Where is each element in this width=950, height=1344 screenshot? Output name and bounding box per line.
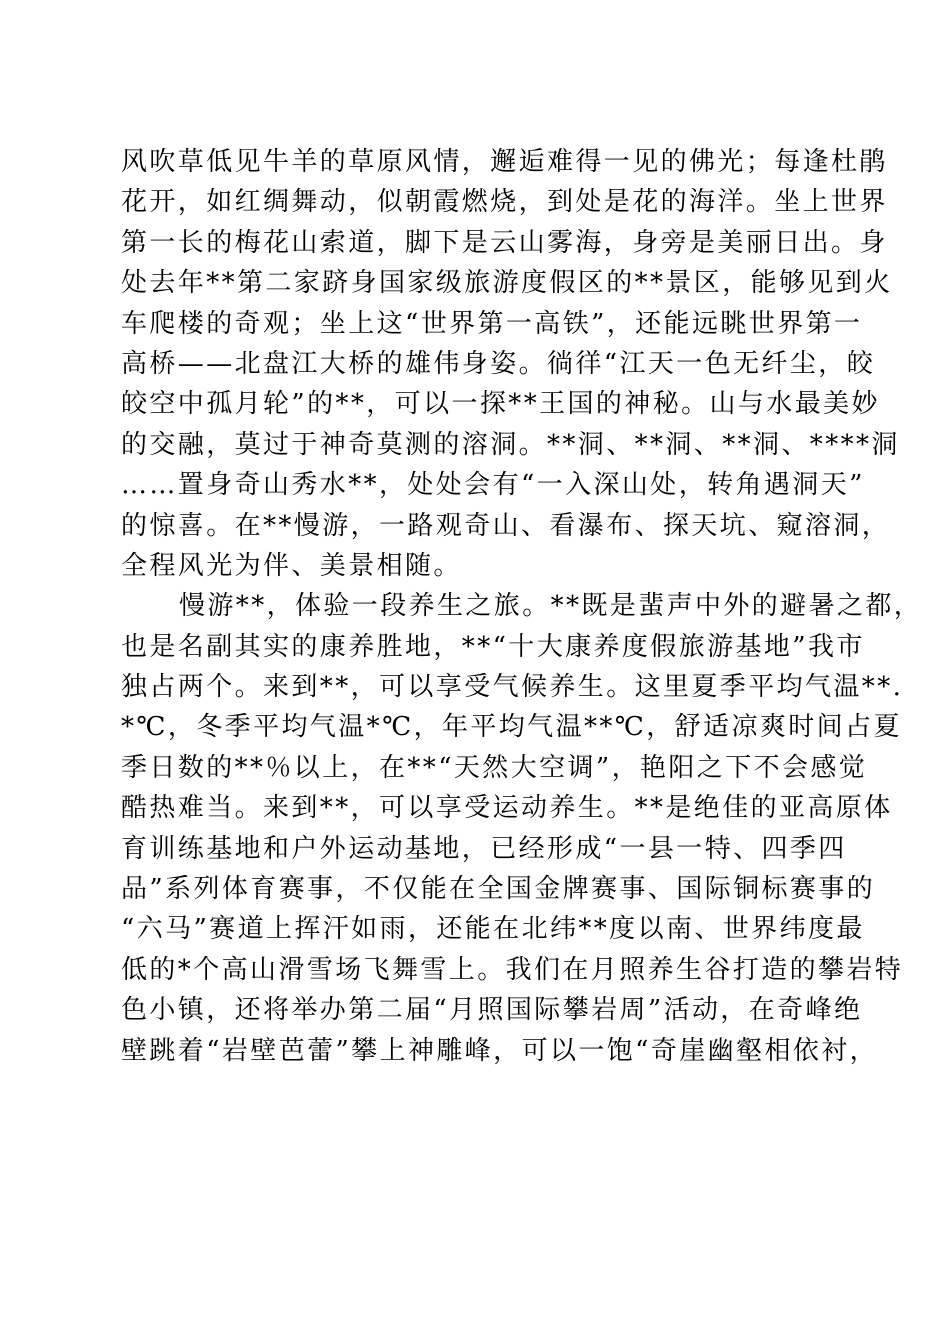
paragraph-scenery: [121, 142, 900, 586]
text-line: 第一长的梅花山索道，脚下是云山雾海，身旁是美丽日出。身: [121, 227, 888, 258]
text-line: *℃，冬季平均气温*℃，年平均气温**℃，舒适凉爽时间占夏: [121, 712, 902, 743]
text-line: 色小镇，还将举办第二届“月照国际攀岩周”活动，在奇峰绝: [121, 995, 863, 1026]
text-line: ……置身奇山秀水**，处处会有“一入深山处，转角遇洞天”: [121, 470, 865, 501]
text-line: 酷热难当。来到**，可以享受运动养生。**是绝佳的亚高原体: [121, 793, 893, 824]
text-line: 品”系列体育赛事，不仅能在全国金牌赛事、国际铜标赛事的: [121, 874, 876, 905]
text-line: 车爬楼的奇观；坐上这“世界第一高铁”，还能远眺世界第一: [121, 308, 863, 339]
text-line: 慢游**，体验一段养生之旅。**既是蜚声中外的避暑之都，: [179, 591, 923, 622]
text-line: 的交融，莫过于神奇莫测的溶洞。**洞、**洞、**洞、****洞: [121, 429, 900, 460]
text-line: 也是名副其实的康养胜地，**“十大康养度假旅游基地”我市: [121, 631, 865, 662]
text-line: 全程风光为伴、美景相随。: [121, 550, 462, 581]
text-line: 季日数的**％以上，在**“天然大空调”，艳阳之下不会感觉: [121, 752, 868, 783]
paragraph-wellness: [121, 586, 923, 1071]
text-line: 低的*个高山滑雪场飞舞雪上。我们在月照养生谷打造的攀岩特: [121, 954, 904, 985]
text-line: 独占两个。来到**，可以享受气候养生。这里夏季平均气温**.: [121, 672, 904, 703]
text-line: 皎空中孤月轮”的**，可以一探**王国的神秘。山与水最美妙: [121, 389, 880, 420]
document-page: [121, 142, 923, 1071]
text-line: 的惊喜。在**慢游，一路观奇山、看瀑布、探天坑、窥溶洞，: [121, 510, 891, 541]
text-line: 育训练基地和户外运动基地，已经形成“一县一特、四季四: [121, 833, 847, 864]
text-line: 处去年**第二家跻身国家级旅游度假区的**景区，能够见到火: [121, 268, 893, 299]
text-line: “六马”赛道上挥汗如雨，还能在北纬**度以南、世界纬度最: [121, 914, 865, 945]
text-line: 壁跳着“岩壁芭蕾”攀上神雕峰，可以一饱“奇崖幽壑相依衬，: [121, 1035, 879, 1066]
text-line: 风吹草低见牛羊的草原风情，邂逅难得一见的佛光；每逢杜鹃: [121, 147, 888, 177]
text-line: 花开，如红绸舞动，似朝霞燃烧，到处是花的海洋。坐上世界: [121, 187, 888, 218]
text-line: 高桥——北盘江大桥的雄伟身姿。徜徉“江天一色无纤尘，皎: [121, 348, 876, 379]
